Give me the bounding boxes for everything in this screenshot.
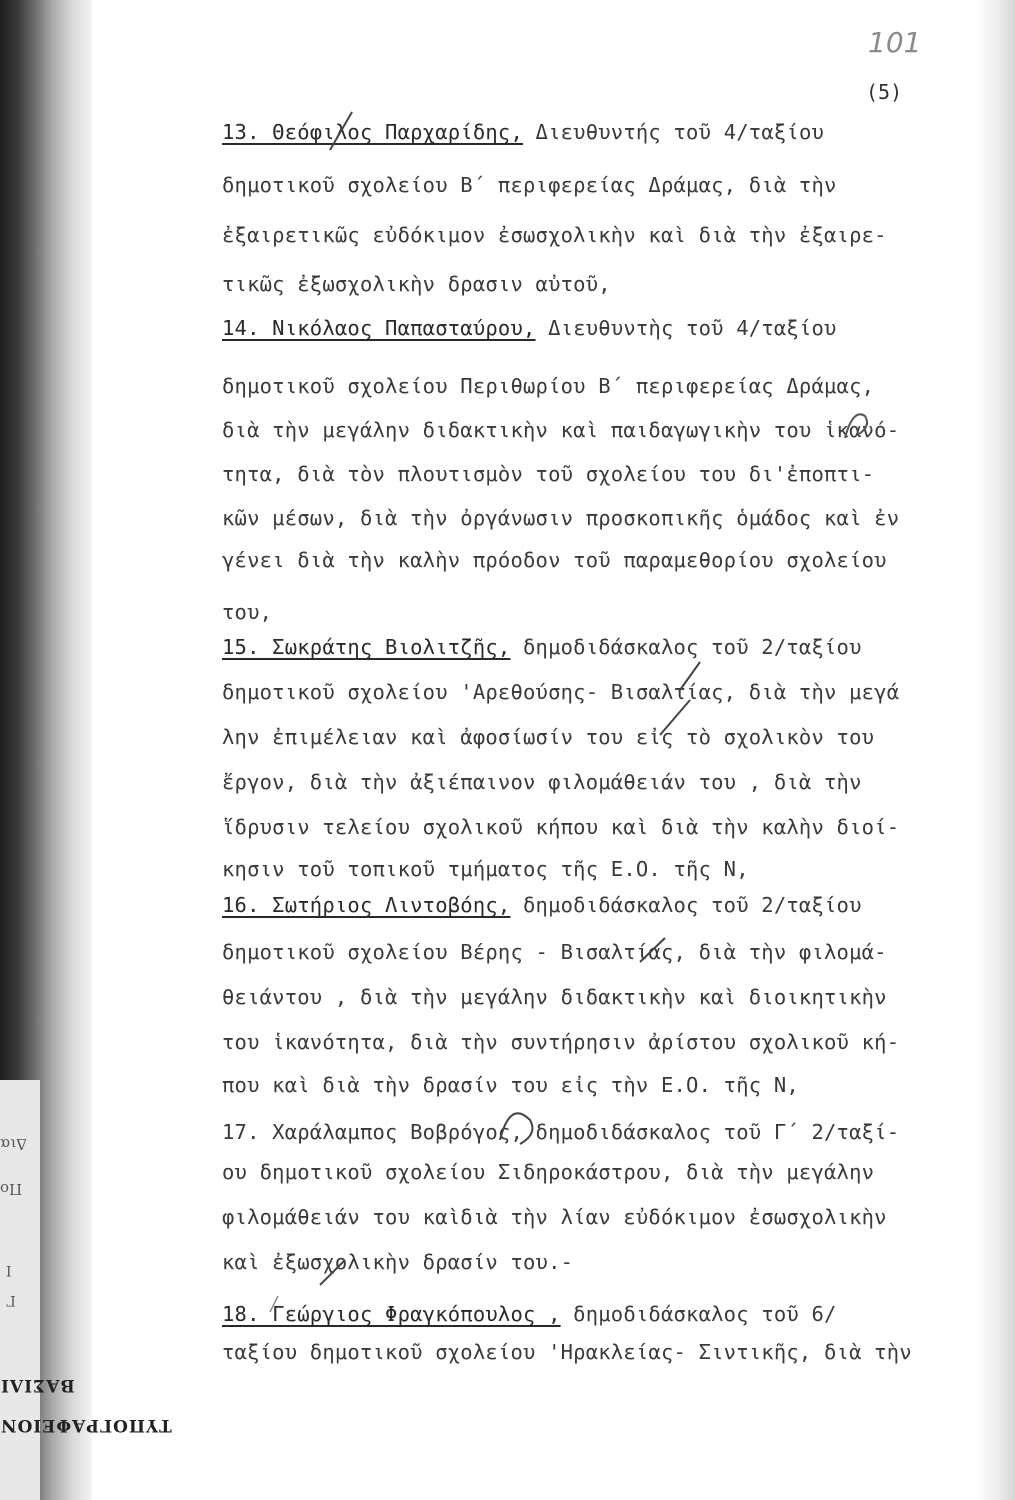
person-name: 15. Σωκράτης Βιολιτζῆς, [222,635,511,659]
line-text: ἐξαιρετικῶς εὐδόκιμον ἐσωσχολικὴν καὶ διὰ τὴν ἐξαιρε- [222,223,887,247]
text-line [222,893,862,917]
text-line [222,857,749,881]
text-line [222,815,899,839]
binding-text-5: Ι [6,1262,12,1278]
text-line [222,680,899,704]
page-number: (5) [866,80,903,104]
text-line [222,548,887,572]
line-text: δημοτικοῦ σχολείου Περιθωρίου Β΄ περιφερείας Δράμας, [222,374,875,398]
text-line [222,1073,799,1097]
line-text: του, [222,600,273,624]
line-text: ἵδρυσιν τελείου σχολικοῦ κήπου καὶ διὰ τὴν καλὴν διοί- [222,815,900,839]
text-line [222,120,824,144]
text-line [222,635,862,659]
text-line [222,1250,573,1274]
line-text: που καὶ διὰ τὴν δρασίν του εἰς τὴν Ε.Ο. τῆς Ν, [222,1073,799,1097]
line-text: κησιν τοῦ τοπικοῦ τμήματος τῆς Ε.Ο. τῆς Ν, [222,857,749,881]
text-line [222,223,887,247]
binding-text-3: Δια [0,1135,27,1153]
text-line [222,272,611,296]
line-text: δημοτικοῦ σχολείου Β΄ περιφερείας Δράμας, διὰ τὴν [222,173,837,197]
text-line [222,173,837,197]
text-line [222,418,899,442]
line-text: διὰ τὴν μεγάλην διδακτικὴν καὶ παιδαγωγικὴν του ἱκανό- [222,418,900,442]
text-line [222,374,874,398]
text-line [222,600,272,624]
line-text: τητα, διὰ τὸν πλουτισμὸν τοῦ σχολείου του δι'ἐποπτι- [222,462,875,486]
line-text: Διευθυντὴς τοῦ 4/ταξίου [535,316,837,340]
line-text: Διευθυντής τοῦ 4/ταξίου [523,120,825,144]
text-line [222,940,887,964]
text-line [222,506,899,530]
text-line [222,985,887,1009]
text-line [222,770,862,794]
line-text: ἔργον, διὰ τὴν ἀξιέπαινον φιλομάθειάν του , διὰ τὴν [222,770,862,794]
text-line [222,1030,899,1054]
binding-text-2: ΤΥΠΟΓΡΑΦΕΙΟΝ [0,1415,172,1435]
page-edge-shadow [975,0,1015,1500]
text-line [222,725,874,749]
line-text: δημοτικοῦ σχολείου Βέρης - Βισαλτίας, διὰ τὴν φιλομά- [222,940,887,964]
line-text: ου δημοτικοῦ σχολείου Σιδηροκάστρου, διὰ τὴν μεγάλην [222,1160,875,1184]
line-text: δημοδιδάσκαλος τοῦ 6/ [560,1302,837,1326]
line-text: θειάντου , διὰ τὴν μεγάλην διδακτικὴν καὶ διοικητικὴν [222,985,887,1009]
text-line [222,1205,887,1229]
line-text: γένει διὰ τὴν καλὴν πρόοδον τοῦ παραμεθορίου σχολείου [222,548,887,572]
text-line [222,1340,912,1364]
handwritten-folio-number: 101 [868,26,922,59]
text-line [222,316,837,340]
line-text: δημοτικοῦ σχολείου 'Αρεθούσης- Βισαλτίας, διὰ τὴν μεγά [222,680,900,704]
person-name: 16. Σωτήριος Λιντοβόης, [222,893,511,917]
text-line [222,1160,874,1184]
line-text: δημοδιδάσκαλος τοῦ 2/ταξίου [510,893,862,917]
line-text: καὶ ἐξωσχολικὴν δρασίν του.- [222,1250,574,1274]
binding-text-6: Γ [6,1292,16,1308]
line-text: φιλομάθειάν του καὶδιὰ τὴν λίαν εὐδόκιμον ἐσωσχολικὴν [222,1205,887,1229]
text-line [222,1120,899,1144]
line-text: δημοδιδάσκαλος τοῦ 2/ταξίου [510,635,862,659]
line-text: τικῶς ἐξωσχολικὴν δρασιν αὐτοῦ, [222,272,611,296]
line-text: κῶν μέσων, διὰ τὴν ὀργάνωσιν προσκοπικῆς ὁμάδος καὶ ἐν [222,506,900,530]
line-text: 17. Χαράλαμπος Βοβρόγος, δημοδιδάσκαλος τοῦ Γ΄ 2/ταξί- [222,1120,900,1144]
line-text: λην ἐπιμέλειαν καὶ ἀφοσίωσίν του εἰς τὸ σχολικὸν του [222,725,875,749]
line-text: ταξίου δημοτικοῦ σχολείου 'Ηρακλείας- Σιντικῆς, διὰ τὴν [222,1340,912,1364]
line-text: του ἱκανότητα, διὰ τὴν συντήρησιν ἀρίστου σχολικοῦ κή- [222,1030,900,1054]
binding-text-1: ΒΑΣΙΛΙ [0,1375,75,1395]
person-name: 18. Γεώργιος Φραγκόπουλος , [222,1302,561,1326]
person-name: 13. Θεόφιλος Παρχαρίδης, [222,120,524,144]
binding-text-4: Πο [0,1180,23,1198]
text-line [222,1302,837,1326]
text-line [222,462,874,486]
person-name: 14. Νικόλαος Παπασταύρου, [222,316,536,340]
